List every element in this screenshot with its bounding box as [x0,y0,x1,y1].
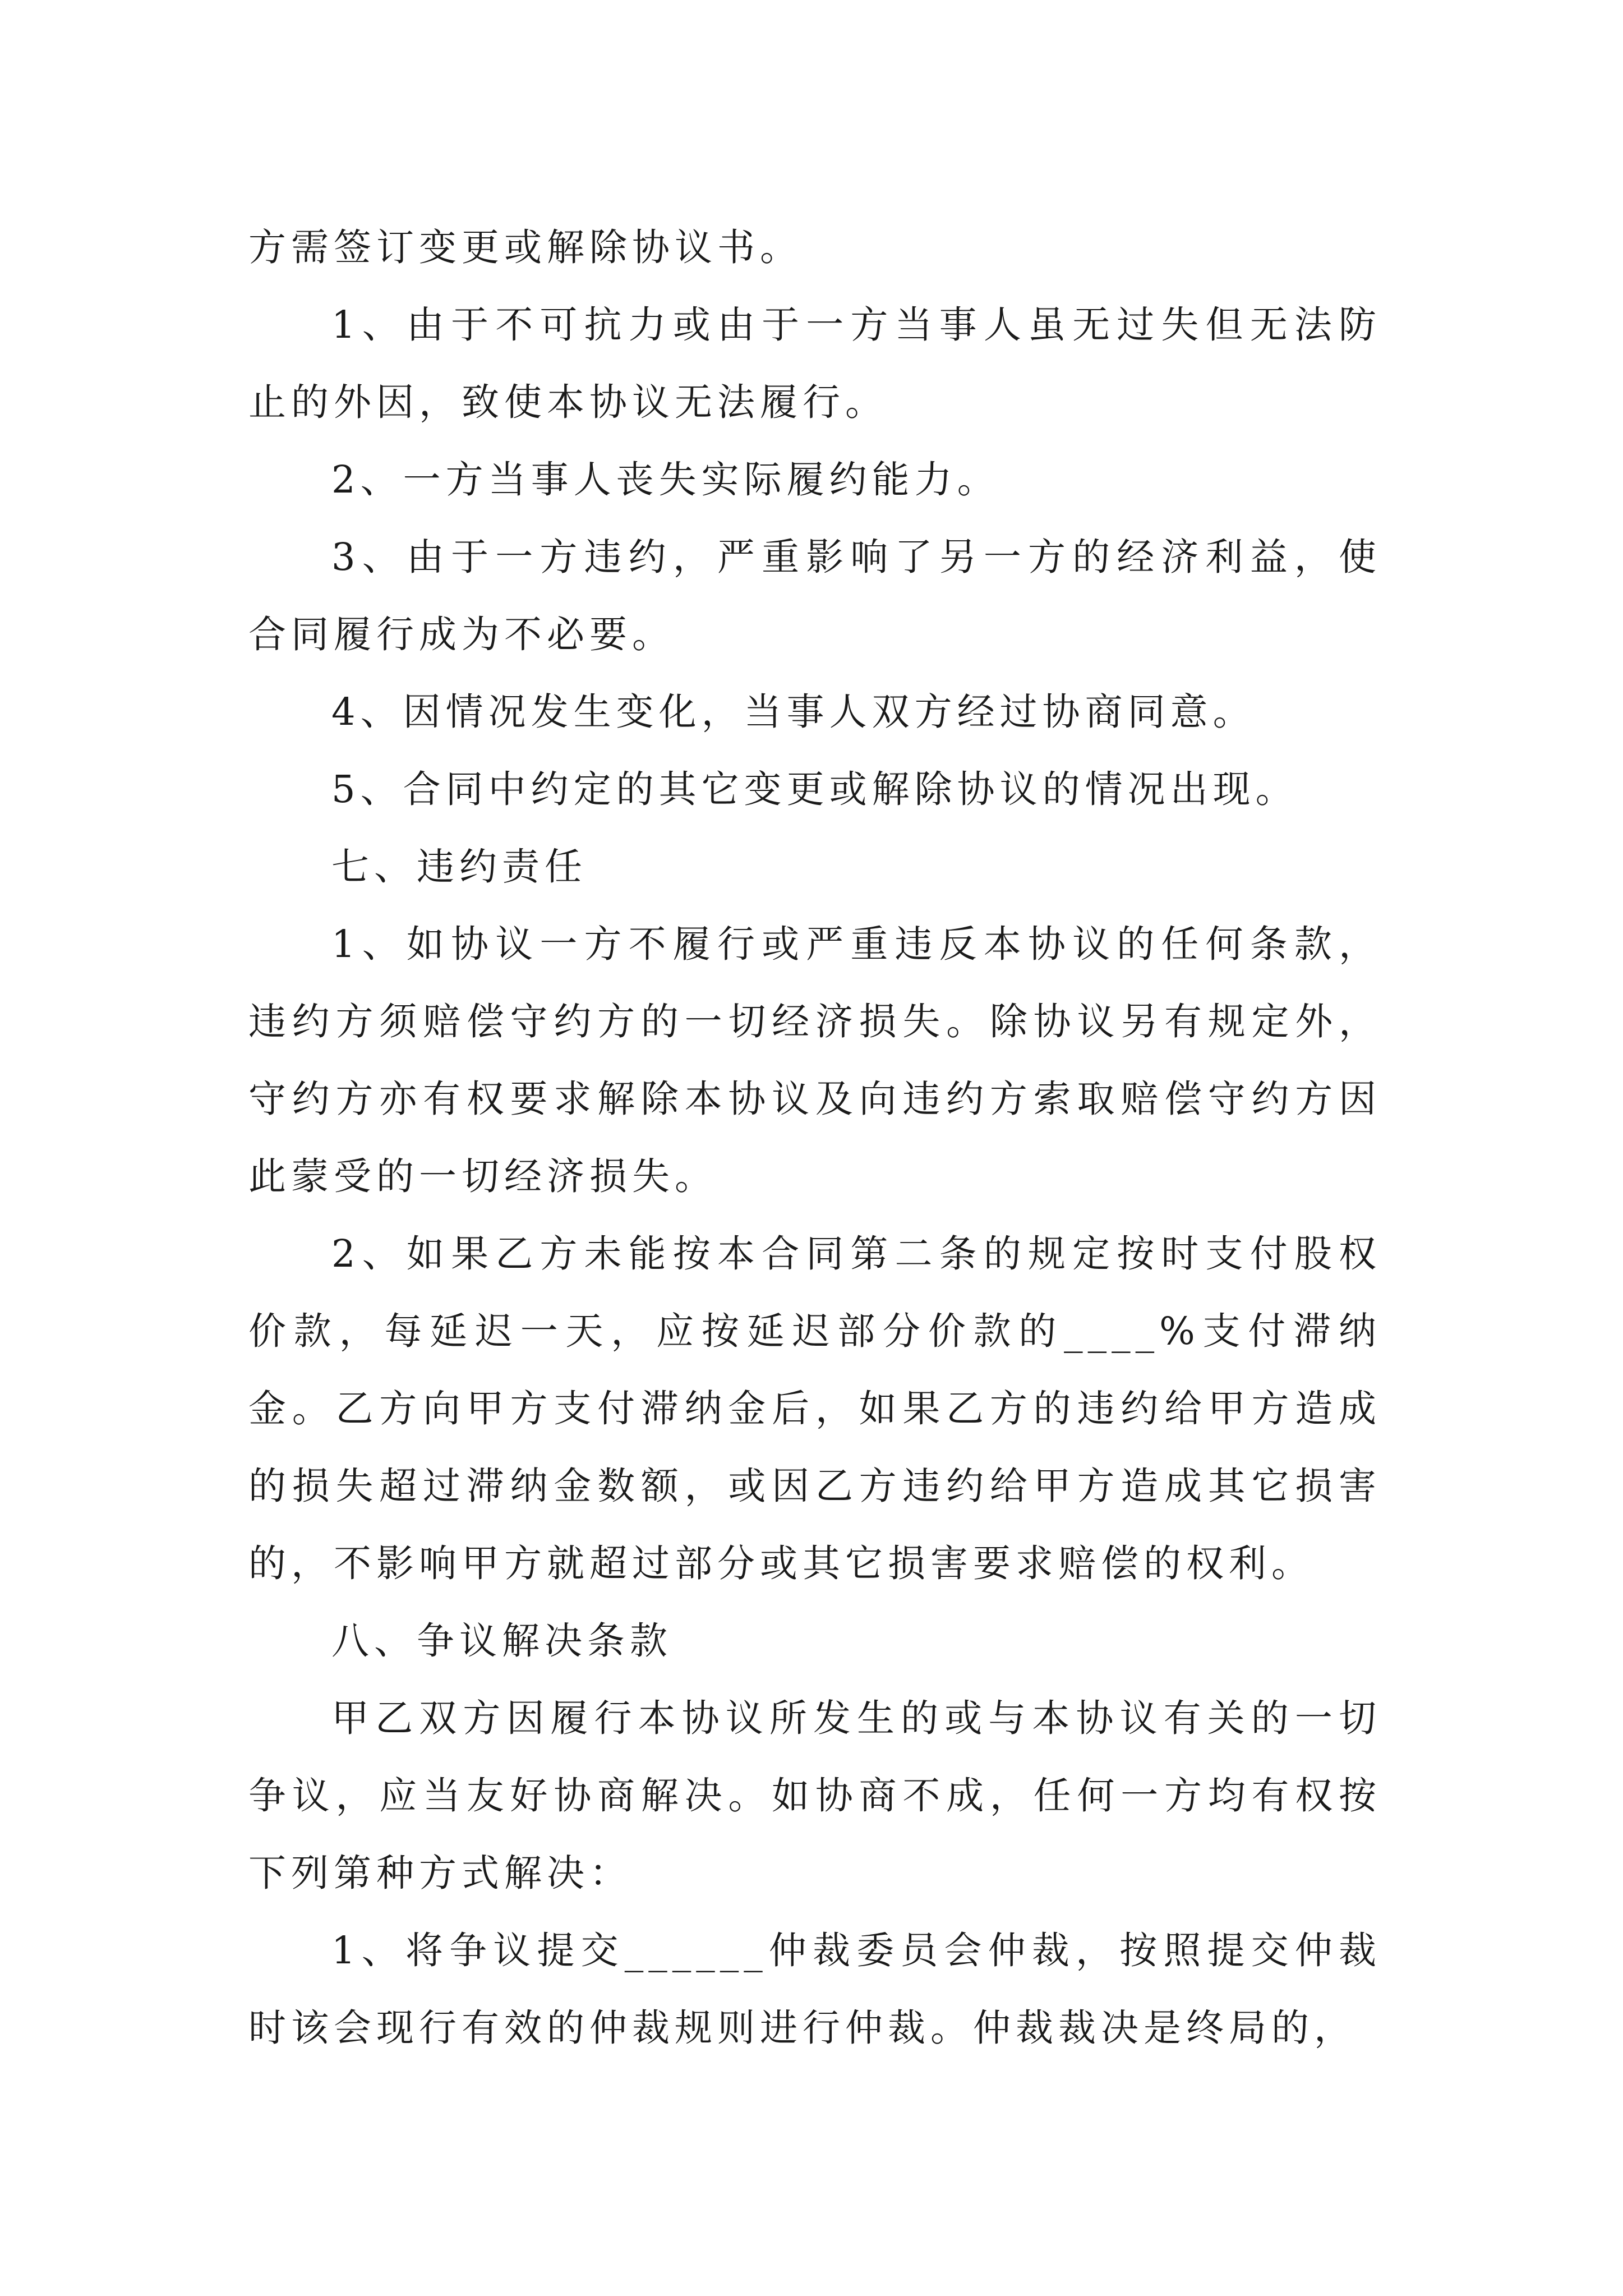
section-heading: 七、违约责任 [331,845,587,889]
paragraph: 1、如协议一方不履行或严重违反本协议的任何条款，违约方须赔偿守约方的一切经济损失。除协议另有规定外，守约方亦有权要求解除本协议及向违约方索取赔偿守约方因此蒙受的一切经济损失。 [248,922,1381,1198]
paragraph: 1、将争议提交______仲裁委员会仲裁，按照提交仲裁时该会现行有效的仲裁规则进行仲裁。仲裁裁决是终局的， [248,1929,1381,2050]
paragraph: 2、一方当事人丧失实际履约能力。 [331,458,1000,501]
paragraph: 甲乙双方因履行本协议所发生的或与本协议有关的一切争议，应当友好协商解决。如协商不成，任何一方均有权按下列第种方式解决： [248,1696,1381,1895]
section-heading: 八、争议解决条款 [331,1619,672,1663]
paragraph: 1、由于不可抗力或由于一方当事人虽无过失但无法防止的外因，致使本协议无法履行。 [248,303,1381,424]
paragraph: 4、因情况发生变化，当事人双方经过协商同意。 [331,690,1256,734]
document-body [248,209,1381,2067]
paragraph: 2、如果乙方未能按本合同第二条的规定按时支付股权价款，每延迟一天，应按延迟部分价款的____%支付滞纳金。乙方向甲方支付滞纳金后，如果乙方的违约给甲方造成的损失超过滞纳金数额，或因乙方违约给甲方造成其它损害的，不影响甲方就超过部分或其它损害要求赔偿的权利。 [248,1232,1381,1585]
paragraph: 3、由于一方违约，严重影响了另一方的经济利益，使合同履行成为不必要。 [248,535,1381,656]
paragraph: 5、合同中约定的其它变更或解除协议的情况出现。 [331,767,1298,811]
paragraph: 方需签订变更或解除协议书。 [248,226,803,269]
